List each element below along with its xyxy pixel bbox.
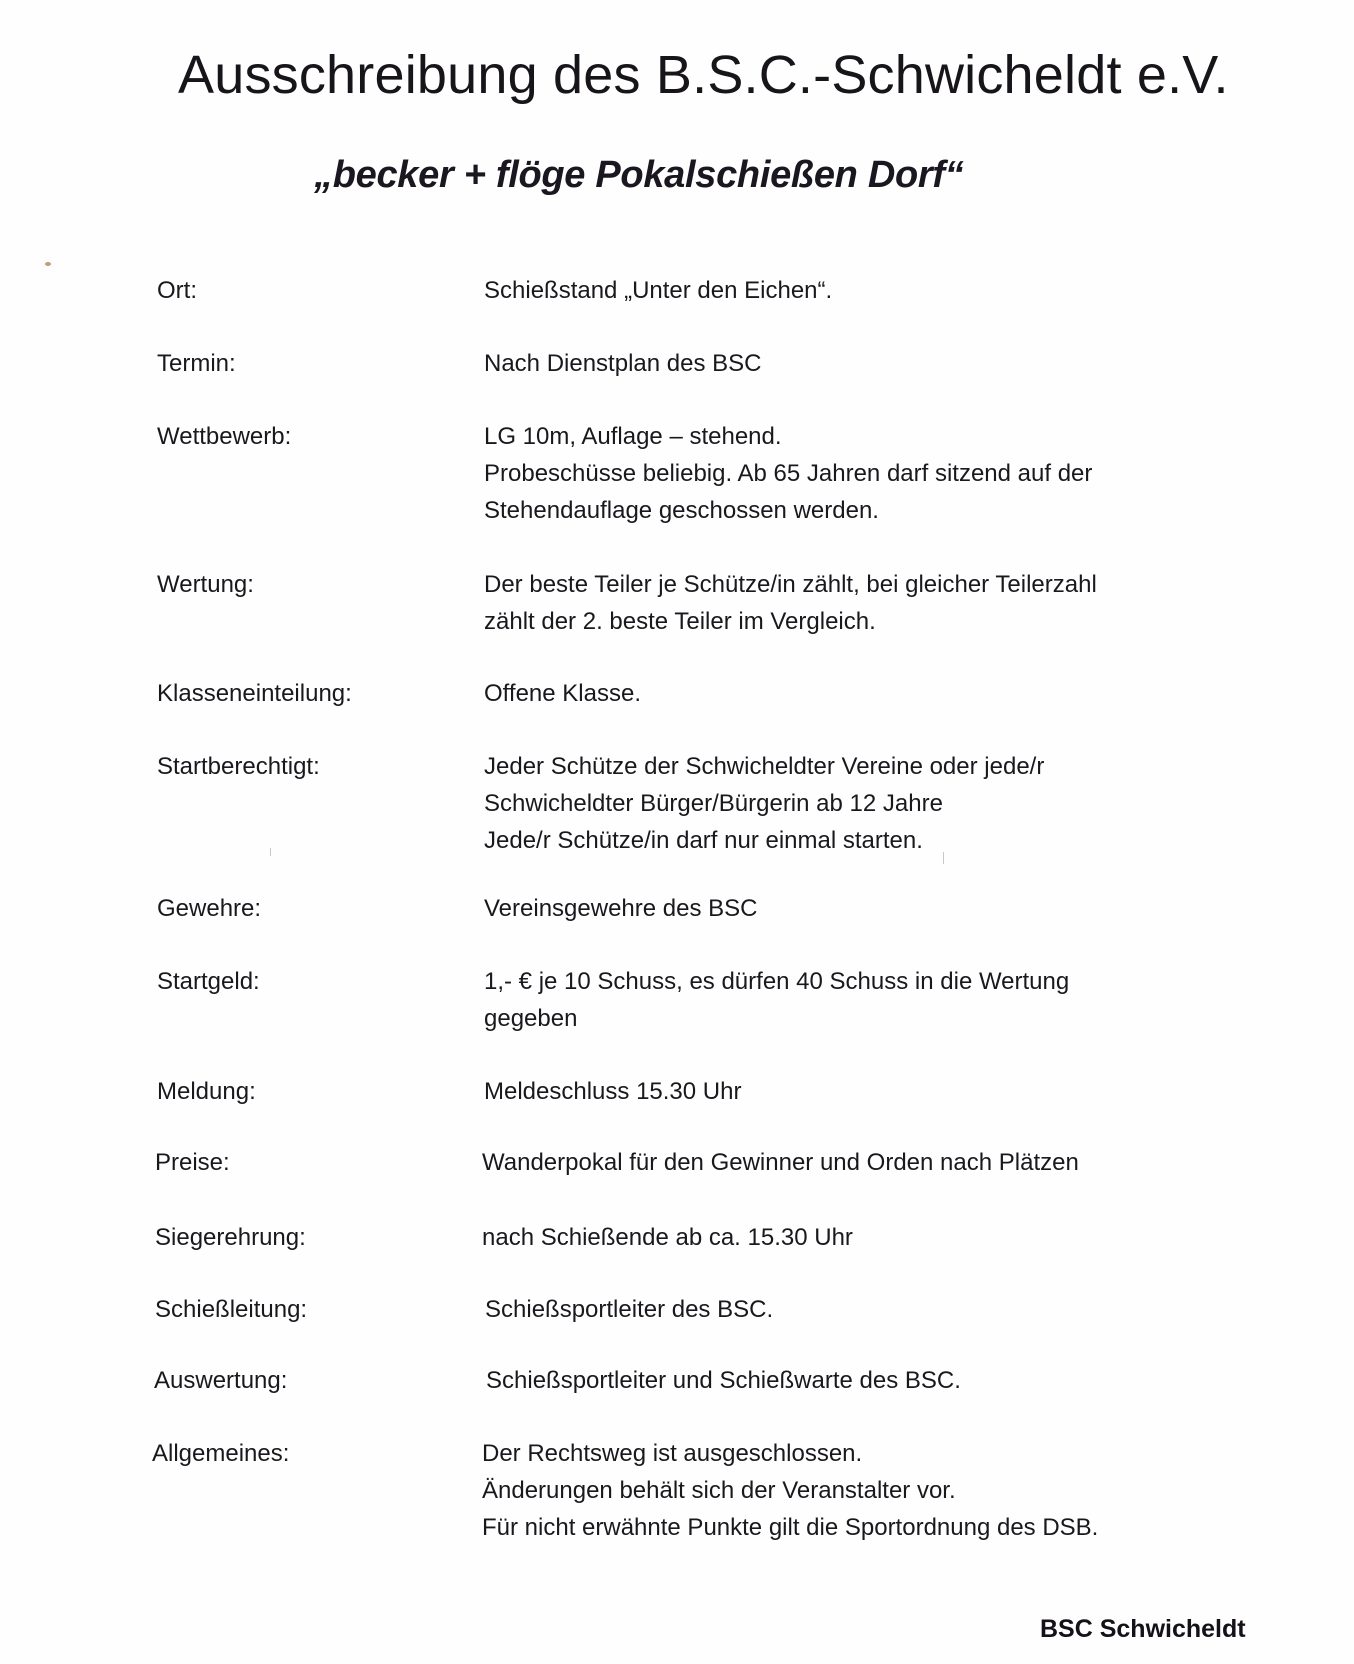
value-line: Schießsportleiter und Schießwarte des BSC. xyxy=(486,1367,961,1394)
value-line: Meldeschluss 15.30 Uhr xyxy=(484,1078,742,1105)
section-value xyxy=(484,675,1244,712)
value-line: Jede/r Schütze/in darf nur einmal starten. xyxy=(484,827,923,854)
section-label: Allgemeines: xyxy=(152,1440,290,1467)
section-value xyxy=(484,345,1244,382)
value-line: Der beste Teiler je Schütze/in zählt, bei gleicher Teilerzahl xyxy=(484,571,1097,598)
section-value xyxy=(484,1073,1244,1110)
section-value xyxy=(484,963,1244,1037)
value-line: LG 10m, Auflage – stehend. xyxy=(484,423,782,450)
value-line: Jeder Schütze der Schwicheldter Vereine oder jede/r xyxy=(484,753,1045,780)
section-value xyxy=(485,1291,1245,1328)
value-line: gegeben xyxy=(484,1005,578,1032)
value-line: Offene Klasse. xyxy=(484,680,641,707)
section-label: Startgeld: xyxy=(157,968,260,995)
value-line: 1,- € je 10 Schuss, es dürfen 40 Schuss in die Wertung xyxy=(484,968,1070,995)
value-line: Schießstand „Unter den Eichen“. xyxy=(484,277,833,304)
section-value xyxy=(482,1435,1242,1546)
section-label: Meldung: xyxy=(157,1078,256,1105)
section-label: Wettbewerb: xyxy=(157,423,292,450)
section-value xyxy=(484,748,1244,859)
document-subtitle: „becker + flöge Pokalschießen Dorf“ xyxy=(314,154,964,196)
section-value xyxy=(482,1219,1242,1256)
scan-mark xyxy=(270,848,271,856)
value-line: Nach Dienstplan des BSC xyxy=(484,350,762,377)
section-value xyxy=(484,890,1244,927)
section-value xyxy=(484,566,1244,640)
document-title: Ausschreibung des B.S.C.-Schwicheldt e.V. xyxy=(178,45,1229,105)
section-label: Auswertung: xyxy=(154,1367,288,1394)
value-line: Probeschüsse beliebig. Ab 65 Jahren darf sitzend auf der xyxy=(484,460,1093,487)
section-value xyxy=(486,1362,1246,1399)
value-line: zählt der 2. beste Teiler im Vergleich. xyxy=(484,608,876,635)
section-label: Termin: xyxy=(157,350,236,377)
section-label: Startberechtigt: xyxy=(157,753,320,780)
section-label: Gewehre: xyxy=(157,895,262,922)
section-value xyxy=(482,1144,1242,1181)
section-label: Siegerehrung: xyxy=(155,1224,306,1251)
value-line: Vereinsgewehre des BSC xyxy=(484,895,758,922)
value-line: Wanderpokal für den Gewinner und Orden nach Plätzen xyxy=(482,1149,1079,1176)
scan-speck xyxy=(45,262,51,266)
section-value xyxy=(484,272,1244,309)
section-value xyxy=(484,418,1244,529)
section-label: Wertung: xyxy=(157,571,254,598)
section-label: Preise: xyxy=(155,1149,230,1176)
value-line: Änderungen behält sich der Veranstalter vor. xyxy=(482,1477,956,1504)
section-label: Klasseneinteilung: xyxy=(157,680,352,707)
value-line: nach Schießende ab ca. 15.30 Uhr xyxy=(482,1224,853,1251)
value-line: Der Rechtsweg ist ausgeschlossen. xyxy=(482,1440,863,1467)
value-line: Stehendauflage geschossen werden. xyxy=(484,497,879,524)
value-line: Für nicht erwähnte Punkte gilt die Sportordnung des DSB. xyxy=(482,1514,1099,1541)
section-label: Schießleitung: xyxy=(155,1296,308,1323)
signature: BSC Schwicheldt xyxy=(1040,1615,1246,1643)
section-label: Ort: xyxy=(157,277,197,304)
value-line: Schießsportleiter des BSC. xyxy=(485,1296,774,1323)
value-line: Schwicheldter Bürger/Bürgerin ab 12 Jahre xyxy=(484,790,943,817)
